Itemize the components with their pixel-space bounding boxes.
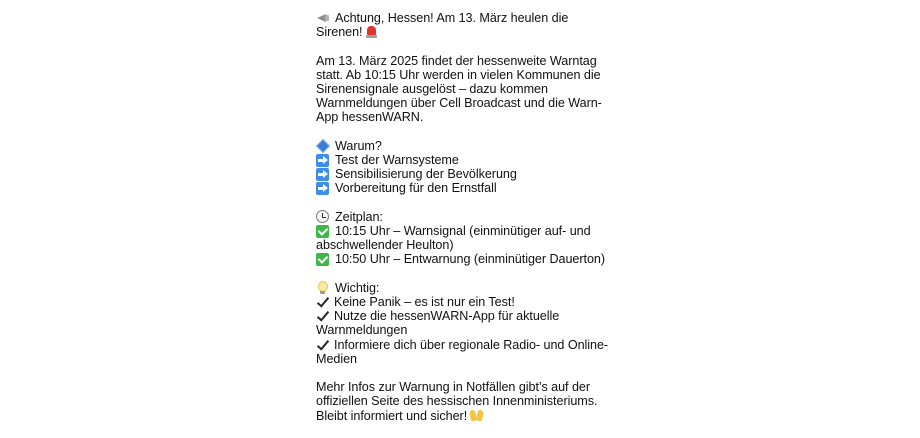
check-mark-icon xyxy=(316,310,330,322)
schedule-item xyxy=(316,224,616,238)
check-mark-icon xyxy=(316,296,330,308)
right-arrow-icon xyxy=(316,168,329,181)
post-text xyxy=(316,11,616,423)
headline xyxy=(316,11,616,39)
green-check-icon xyxy=(316,253,329,266)
check-mark-icon xyxy=(316,339,330,351)
important-item-continued: Warnmeldungen xyxy=(316,323,408,338)
important-item-label: Keine Panik – es ist nur ein Test! xyxy=(334,295,515,309)
important-title: Wichtig: xyxy=(335,280,380,295)
raised-hands-icon xyxy=(470,410,485,422)
why-section xyxy=(316,139,616,196)
important-item xyxy=(316,309,616,323)
outro-paragraph xyxy=(316,380,616,423)
outro-line: Bleibt informiert und sicher! xyxy=(316,408,468,423)
schedule-item-continued: abschwellender Heulton) xyxy=(316,238,454,253)
why-item xyxy=(316,181,616,195)
why-item-label: Sensibilisierung der Bevölkerung xyxy=(335,167,517,182)
outro-line: Mehr Infos zur Warnung in Notfällen gibt’s auf der xyxy=(316,380,591,395)
important-item xyxy=(316,295,616,309)
light-bulb-icon xyxy=(316,282,330,294)
intro-line: Warnmeldungen über Cell Broadcast und die Warn- xyxy=(316,96,602,111)
schedule-item xyxy=(316,252,616,266)
important-item xyxy=(316,338,616,352)
important-section xyxy=(316,281,616,366)
schedule-section xyxy=(316,210,616,267)
intro-line: App hessenWARN. xyxy=(316,110,424,125)
schedule-item-label: 10:15 Uhr – Warnsignal (einminütiger auf- und xyxy=(335,224,591,238)
megaphone-icon xyxy=(316,12,330,24)
schedule-item-label: 10:50 Uhr – Entwarnung (einminütiger Dauerton) xyxy=(335,252,606,267)
important-item-continued: Medien xyxy=(316,351,358,366)
blue-diamond-icon xyxy=(316,140,330,152)
intro-line: statt. Ab 10:15 Uhr werden in vielen Kommunen die xyxy=(316,67,601,82)
why-item xyxy=(316,167,616,181)
why-item-label: Vorbereitung für den Ernstfall xyxy=(335,181,497,196)
outro-line: offiziellen Seite des hessischen Innenministeriums. xyxy=(316,394,598,409)
intro-line: Sirenensignale ausgelöst – dazu kommen xyxy=(316,82,548,96)
headline-line-1: Achtung, Hessen! Am 13. März heulen die xyxy=(335,11,569,25)
important-item-label: Nutze die hessenWARN-App für aktuelle xyxy=(334,309,560,324)
intro-paragraph xyxy=(316,54,616,125)
right-arrow-icon xyxy=(316,154,329,167)
schedule-title: Zeitplan: xyxy=(335,209,383,224)
headline-line-2: Sirenen! xyxy=(316,25,363,40)
intro-line: Am 13. März 2025 findet der hessenweite Warntag xyxy=(316,53,597,68)
why-item xyxy=(316,153,616,167)
right-arrow-icon xyxy=(316,182,329,195)
green-check-icon xyxy=(316,225,329,238)
clock-icon xyxy=(316,211,330,223)
siren-icon xyxy=(366,26,377,38)
why-item-label: Test der Warnsysteme xyxy=(335,153,459,167)
why-title: Warum? xyxy=(335,138,382,153)
important-item-label: Informiere dich über regionale Radio- und Online- xyxy=(334,337,609,352)
